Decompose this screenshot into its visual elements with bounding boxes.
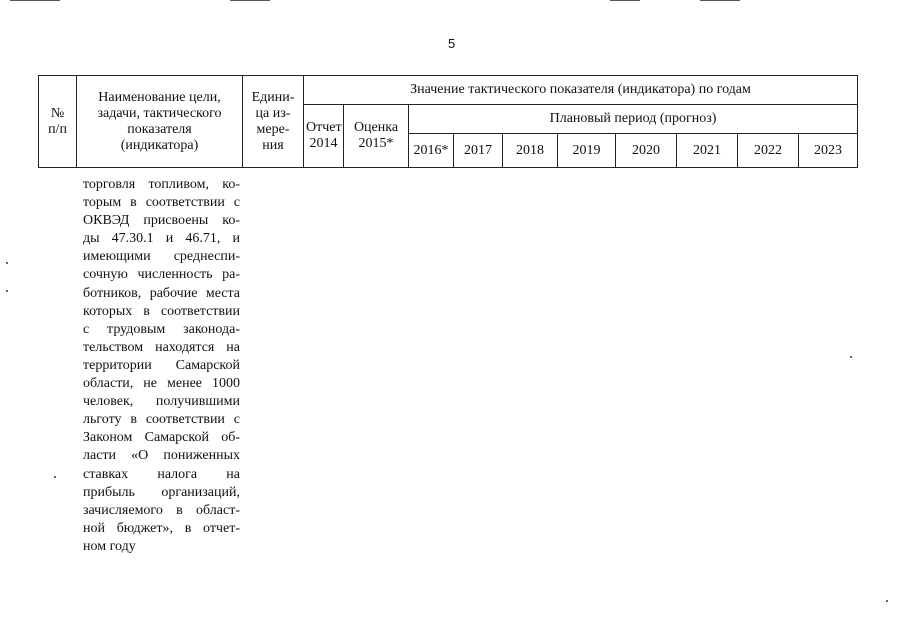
scan-edge-mark: [230, 0, 270, 1]
scan-edge-mark: [610, 0, 640, 1]
text-line: человек, получившими: [83, 394, 240, 410]
text-line: с трудовым законода-: [83, 321, 240, 337]
scan-speck: [6, 262, 8, 264]
text-line: ной бюджет», в отчет-: [83, 520, 240, 536]
header-name-line: задачи, тактического: [97, 105, 222, 121]
header-estimate-line: Оценка: [353, 120, 399, 135]
text-line: зачисляемого в област-: [83, 502, 240, 518]
text-line: ставках налога на: [83, 466, 240, 482]
text-line: которых в соответствии: [83, 303, 240, 319]
text-line: льготу в соответствии с: [83, 412, 240, 428]
header-year-cell: 2020: [616, 134, 677, 168]
text-line: области, не менее 1000: [83, 376, 240, 392]
header-unit-cell: [243, 76, 304, 168]
scan-speck: [54, 476, 56, 478]
header-report-cell: [304, 105, 344, 168]
indicator-table: [38, 75, 858, 168]
header-year-cell: 2018: [503, 134, 558, 168]
header-year-cell: 2023: [799, 134, 858, 168]
scan-speck: [850, 356, 852, 358]
text-line: торговля топливом, ко-: [83, 177, 240, 192]
header-report-line: Отчет: [306, 120, 342, 135]
header-year-cell: 2022: [738, 134, 799, 168]
scan-speck: [6, 290, 8, 292]
header-unit-line: ния: [262, 137, 284, 153]
text-line: ды 47.30.1 и 46.71, и: [83, 231, 240, 247]
scan-edge-mark: [10, 0, 60, 1]
header-unit-line: мере-: [256, 121, 290, 137]
text-line: ОКВЭД присвоены ко-: [83, 213, 240, 229]
header-number-line: №: [50, 105, 65, 121]
header-estimate-line: 2015*: [358, 136, 394, 151]
scan-speck: [886, 600, 888, 602]
header-name-cell: [77, 76, 243, 168]
header-year-cell: 2021: [677, 134, 738, 168]
text-line: ботников, рабочие места: [83, 285, 240, 301]
text-line: территории Самарской: [83, 357, 240, 373]
text-line: прибыль организаций,: [83, 484, 240, 500]
header-name-line: показателя: [127, 121, 192, 137]
header-year-cell: 2019: [558, 134, 616, 168]
text-line: Законом Самарской об-: [83, 430, 240, 446]
header-number-cell: [39, 76, 77, 168]
text-line: сочную численность ра-: [83, 267, 240, 283]
header-plan-title: Плановый период (прогноз): [409, 105, 858, 134]
header-name-line: Наименование цели,: [98, 89, 221, 105]
text-line: ласти «О пониженных: [83, 448, 240, 464]
header-number-line: п/п: [48, 121, 67, 137]
text-line: торым в соответствии с: [83, 195, 240, 211]
header-year-cell: 2017: [454, 134, 503, 168]
header-values-title: Значение тактического показателя (индикатора) по годам: [304, 76, 858, 105]
header-name-line: (индикатора): [120, 137, 199, 153]
indicator-description: [83, 176, 240, 556]
text-line: имеющими среднеспи-: [83, 249, 240, 265]
header-report-line: 2014: [309, 136, 338, 151]
text-line: тельством находятся на: [83, 339, 240, 355]
header-unit-line: Едини-: [251, 89, 295, 105]
header-unit-line: ца из-: [255, 105, 291, 121]
scan-edge-mark: [700, 0, 740, 1]
text-line: ном году: [83, 538, 136, 554]
header-estimate-cell: [344, 105, 409, 168]
header-year-cell: 2016*: [409, 134, 454, 168]
page-number: 5: [448, 36, 456, 51]
